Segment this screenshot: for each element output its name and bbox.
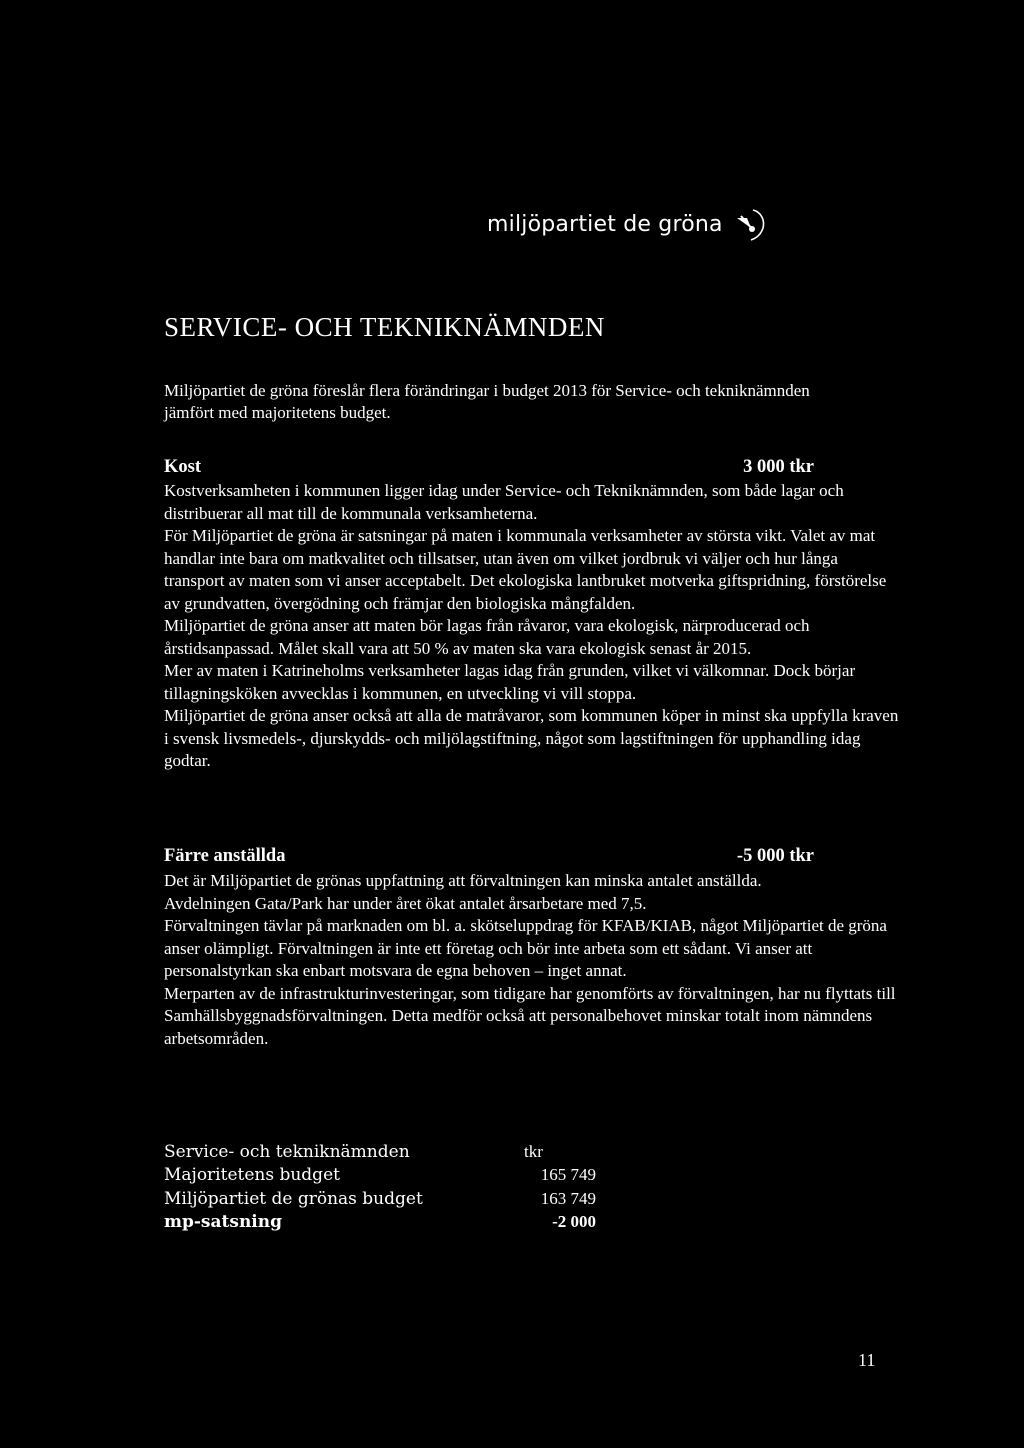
logo-text: miljöpartiet de gröna (487, 211, 723, 237)
section-body-kost (164, 480, 899, 773)
table-header-label: Service- och tekniknämnden (164, 1141, 410, 1162)
paragraph: Det är Miljöpartiet de grönas uppfattning att förvaltningen kan minska antalet anställda. (164, 871, 762, 890)
paragraph: Kostverksamheten i kommunen ligger idag under Service- och Tekniknämnden, som både lagar och distribuerar all mat till de kommunala verksamheterna. (164, 481, 844, 523)
table-row (164, 1187, 596, 1211)
row-value: 165 749 (540, 1165, 596, 1185)
table-row (164, 1164, 596, 1188)
paragraph: För Miljöpartiet de gröna är satsningar på maten i kommunala verksamheter av största vikt. Valet av mat handlar inte bara om matkvalitet och tillsatser, utan även om vilket jordbruk vi väljer och hur långa transport av maten som vi anser acceptabelt. Det ekologiska lantbruket motverka giftspridning, förstörelse av grundvatten, övergödning och främjar den biologiska mångfalden. (164, 526, 887, 613)
table-header-unit: tkr (524, 1141, 543, 1161)
paragraph: Mer av maten i Katrineholms verksamheter lagas idag från grunden, vilket vi välkomnar. Dock börjar tillagningsköken avvecklas i kommunen, en utveckling vi vill stoppa. (164, 661, 856, 703)
section-title: Färre anställda (164, 846, 286, 866)
paragraph: Avdelningen Gata/Park har under året ökat antalet årsarbetare med 7,5. (164, 893, 647, 913)
section-heading-farre-anstallda (164, 846, 814, 867)
section-amount: -5 000 tkr (736, 846, 814, 866)
section-title: Kost (164, 457, 201, 477)
budget-table (164, 1140, 596, 1234)
table-header-row (164, 1140, 596, 1164)
section-body-farre-anstallda (164, 870, 899, 1050)
paragraph: Förvaltningen tävlar på marknaden om bl. a. skötseluppdrag för KFAB/KIAB, något Miljöpartiet de gröna anser olämpligt. Förvaltningen är inte ett företag och bör inte arbeta som ett sådant. Vi anser att personalstyrkan ska enbart motsvara de egna behoven – inget annat. (164, 916, 887, 980)
dandelion-seed-icon (731, 204, 767, 244)
row-label: Miljöpartiet de grönas budget (164, 1188, 423, 1209)
paragraph: Miljöpartiet de gröna anser att maten bör lagas från råvaror, vara ekologisk, närproducerad och årstidsanpassad. Målet skall vara att 50 % av maten ska vara ekologisk senast år 2015. (164, 616, 810, 658)
row-label: Majoritetens budget (164, 1165, 340, 1186)
paragraph: Miljöpartiet de gröna anser också att alla de matråvaror, som kommunen köper in minst ska uppfylla kraven i svensk livsmedels-, djurskydds- och miljölagstiftning, något som lagstiftningen för upphandling idag godtar. (164, 706, 899, 770)
row-value: -2 000 (552, 1212, 596, 1232)
paragraph: Merparten av de infrastrukturinvesteringar, som tidigare har genomförts av förvaltningen, har nu flyttats till Samhällsbyggnadsförvaltningen. Detta medför också att personalbehovet minskar totalt inom nämndens arbetsområden. (164, 983, 896, 1048)
intro-paragraph: Miljöpartiet de gröna föreslår flera förändringar i budget 2013 för Service- och tekniknämnden jämfört med majoritetens budget. (164, 381, 810, 422)
party-logo (487, 204, 767, 244)
row-value: 163 749 (540, 1188, 596, 1208)
section-amount: 3 000 tkr (743, 457, 814, 477)
page-number: 11 (858, 1350, 876, 1370)
row-label: mp-satsning (164, 1212, 283, 1233)
table-row (164, 1211, 596, 1235)
section-heading-kost (164, 457, 814, 478)
page-title: SERVICE- OCH TEKNIKNÄMNDEN (164, 312, 605, 342)
